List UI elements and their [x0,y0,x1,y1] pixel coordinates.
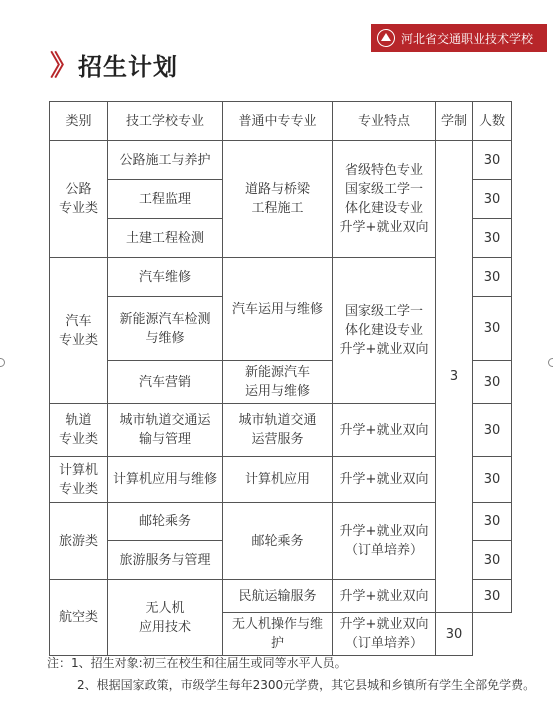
header-count: 人数 [473,102,512,141]
secondary-major-cell: 计算机应用 [223,457,333,503]
tech-major-cell: 工程监理 [108,180,223,219]
category-cell: 旅游类 [50,503,108,580]
tech-major-cell: 土建工程检测 [108,219,223,258]
table-header-row [50,102,512,141]
count-cell: 30 [473,457,512,503]
header-category: 类别 [50,102,108,141]
tech-major-cell: 公路施工与养护 [108,141,223,180]
feature-cell: 升学+就业双向 [333,457,436,503]
tech-major-cell: 计算机应用与维修 [108,457,223,503]
count-cell: 30 [473,219,512,258]
count-cell: 30 [473,404,512,457]
secondary-major-cell: 城市轨道交通 运营服务 [223,404,333,457]
tech-major-cell: 新能源汽车检测 与维修 [108,297,223,361]
count-cell: 30 [473,361,512,404]
secondary-major-cell: 汽车运用与维修 [223,258,333,361]
tech-major-cell: 邮轮乘务 [108,503,223,541]
category-cell: 汽车 专业类 [50,258,108,404]
secondary-major-cell: 道路与桥梁 工程施工 [223,141,333,258]
secondary-major-cell: 无人机操作与维护 [223,613,333,656]
header-feature: 专业特点 [333,102,436,141]
secondary-major-cell: 新能源汽车 运用与维修 [223,361,333,404]
count-cell: 30 [473,141,512,180]
page-title [50,44,178,84]
tech-major-cell: 旅游服务与管理 [108,541,223,580]
count-cell: 30 [473,580,512,613]
category-cell: 航空类 [50,580,108,656]
table-row [50,141,512,180]
feature-cell: 国家级工学一 体化建设专业 升学+就业双向 [333,258,436,404]
note-line-2: 2、根据国家政策，市级学生每年2300元学费，其它县城和乡镇所有学生全部免学费。 [77,678,536,692]
school-name: 河北省交通职业技术学校 [401,31,534,46]
feature-cell: 省级特色专业 国家级工学一 体化建设专业 升学+就业双向 [333,141,436,258]
tech-major-cell: 汽车营销 [108,361,223,404]
feature-cell: 升学+就业双向 （订单培养） [333,613,436,656]
tech-major-cell: 城市轨道交通运 输与管理 [108,404,223,457]
category-cell: 计算机 专业类 [50,457,108,503]
feature-cell: 升学+就业双向 [333,580,436,613]
category-cell: 公路 专业类 [50,141,108,258]
feature-cell: 升学+就业双向 （订单培养） [333,503,436,580]
count-cell: 30 [473,503,512,541]
duration-cell: 3 [436,141,473,613]
secondary-major-cell: 邮轮乘务 [223,503,333,580]
right-binding-dot [548,358,553,367]
enrollment-plan-table [49,101,512,656]
feature-cell: 升学+就业双向 [333,404,436,457]
title-text: 招生计划 [78,52,179,81]
left-binding-dot [0,358,5,367]
school-logo-icon [377,29,395,47]
count-cell: 30 [473,541,512,580]
header-tech-major: 技工学校专业 [108,102,223,141]
count-cell: 30 [473,180,512,219]
note-line-1: 注：1、招生对象:初三在校生和往届生或同等水平人员。 [47,656,347,670]
tech-major-cell: 汽车维修 [108,258,223,297]
category-cell: 轨道 专业类 [50,404,108,457]
notes-block [47,652,535,696]
header-duration: 学制 [436,102,473,141]
tech-major-cell: 无人机 应用技术 [108,580,223,656]
school-brand-banner [371,24,547,52]
secondary-major-cell: 民航运输服务 [223,580,333,613]
count-cell: 30 [436,613,473,656]
count-cell: 30 [473,297,512,361]
header-secondary-major: 普通中专专业 [223,102,333,141]
title-chevron-icon: 》 [50,49,73,82]
count-cell: 30 [473,258,512,297]
